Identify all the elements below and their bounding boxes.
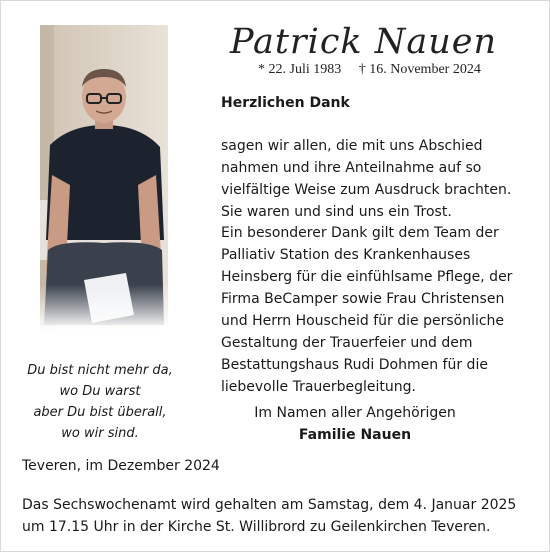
thanks-paragraph-1 bbox=[221, 135, 541, 223]
thanks-heading: Herzlichen Dank bbox=[221, 95, 350, 111]
portrait-illustration bbox=[40, 25, 168, 330]
text-line: sagen wir allen, die mit uns Abschied bbox=[221, 138, 483, 154]
thanks-paragraph-2 bbox=[221, 222, 541, 398]
text-line: Gestaltung der Trauerfeier und dem bbox=[221, 335, 473, 351]
text-line: Sie waren und sind uns ein Trost. bbox=[221, 204, 452, 220]
text-line: Heinsberg für die einfühlsame Pflege, der bbox=[221, 269, 513, 285]
place-date: Teveren, im Dezember 2024 bbox=[22, 458, 220, 474]
notice-line: um 17.15 Uhr in der Kirche St. Willibrord zu Geilenkirchen Teveren. bbox=[22, 519, 491, 535]
text-line: vielfältige Weise zum Ausdruck brachten. bbox=[221, 182, 512, 198]
death-date: † 16. November 2024 bbox=[358, 62, 481, 77]
birth-date: * 22. Juli 1983 bbox=[258, 62, 342, 77]
signature-line: Im Namen aller Angehörigen bbox=[254, 405, 456, 421]
signature-block bbox=[250, 402, 460, 446]
deceased-name: Patrick Nauen bbox=[230, 22, 498, 62]
poem-line: wo Du warst bbox=[59, 384, 141, 399]
text-line: nahmen und ihre Anteilnahme auf so bbox=[221, 160, 482, 176]
poem-line: aber Du bist überall, bbox=[33, 405, 167, 420]
text-line: Ein besonderer Dank gilt dem Team der bbox=[221, 225, 499, 241]
poem-line: Du bist nicht mehr da, bbox=[27, 363, 173, 378]
life-dates bbox=[258, 62, 538, 78]
family-name: Familie Nauen bbox=[298, 427, 412, 443]
poem-line: wo wir sind. bbox=[61, 426, 139, 441]
mass-notice bbox=[22, 494, 542, 538]
memorial-poem bbox=[0, 360, 200, 444]
text-line: Palliativ Station des Krankenhauses bbox=[221, 247, 471, 263]
text-line: Firma BeCamper sowie Frau Christensen bbox=[221, 291, 505, 307]
text-line: und Herrn Houscheid für die persönliche bbox=[221, 313, 505, 329]
notice-line: Das Sechswochenamt wird gehalten am Samstag, dem 4. Januar 2025 bbox=[22, 497, 517, 513]
text-line: Bestattungshaus Rudi Dohmen für die bbox=[221, 357, 488, 373]
portrait-photo bbox=[40, 25, 168, 330]
text-line: liebevolle Trauerbegleitung. bbox=[221, 379, 417, 395]
